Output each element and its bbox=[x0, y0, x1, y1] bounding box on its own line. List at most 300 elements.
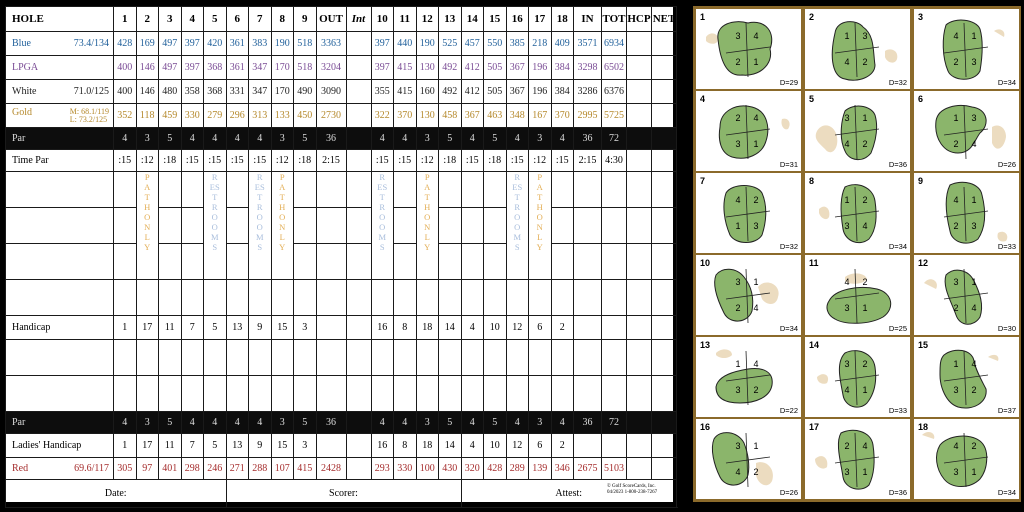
tot-label: TOT bbox=[602, 7, 627, 32]
green-shape-icon bbox=[805, 173, 910, 253]
total: 5103 bbox=[602, 458, 627, 480]
yardage: 368 bbox=[204, 80, 227, 104]
score-cell bbox=[346, 376, 371, 412]
green-section-number: 3 bbox=[735, 385, 741, 395]
green-section-number: 2 bbox=[953, 57, 959, 67]
green-depth-label: D=31 bbox=[779, 160, 798, 169]
yardage: 367 bbox=[506, 80, 529, 104]
yardage: 289 bbox=[506, 458, 529, 480]
yardage: 415 bbox=[394, 56, 417, 80]
out-total: 3090 bbox=[316, 80, 346, 104]
handicap-value: 9 bbox=[249, 316, 272, 340]
green-section-number: 3 bbox=[735, 441, 741, 451]
hcp-label: HCP bbox=[627, 7, 652, 32]
in-total: 3298 bbox=[574, 56, 602, 80]
score-cell bbox=[439, 280, 462, 316]
green-section-number: 2 bbox=[735, 303, 741, 313]
score-cell bbox=[461, 280, 484, 316]
green-section-number: 4 bbox=[971, 359, 977, 369]
handicap-value: 14 bbox=[439, 434, 462, 458]
green-depth-label: D=36 bbox=[888, 488, 907, 497]
score-cell bbox=[271, 280, 294, 316]
score-cell bbox=[159, 208, 182, 244]
out-cell bbox=[316, 316, 346, 340]
green-hole-number: 7 bbox=[700, 176, 706, 186]
handicap-value: 18 bbox=[416, 316, 439, 340]
score-cell bbox=[484, 172, 507, 208]
par-value: 3 bbox=[136, 128, 159, 150]
hole-number: 15 bbox=[484, 7, 507, 32]
green-section-number: 1 bbox=[753, 441, 759, 451]
net-cell bbox=[652, 208, 677, 244]
green-diagram-hole bbox=[696, 173, 801, 253]
handicap-value: 3 bbox=[294, 434, 317, 458]
green-hole-number: 15 bbox=[918, 340, 929, 350]
yardage: 370 bbox=[394, 104, 417, 128]
hcp-cell bbox=[627, 128, 652, 150]
yardage: 420 bbox=[204, 32, 227, 56]
yardage: 271 bbox=[226, 458, 249, 480]
green-shape-icon bbox=[805, 255, 910, 335]
par-value: 3 bbox=[271, 412, 294, 434]
green-section-number: 3 bbox=[735, 277, 741, 287]
yardage: 313 bbox=[249, 104, 272, 128]
hcp-cell bbox=[627, 172, 652, 208]
score-cell bbox=[439, 244, 462, 280]
net-cell bbox=[652, 150, 677, 172]
green-depth-label: D=32 bbox=[779, 242, 798, 251]
score-cell bbox=[574, 340, 602, 376]
blue-tee-name: Blue bbox=[12, 37, 31, 49]
par-value: 4 bbox=[226, 412, 249, 434]
green-section-number: 2 bbox=[862, 195, 868, 205]
int-cell bbox=[346, 172, 371, 208]
green-section-number: 4 bbox=[862, 441, 868, 451]
score-cell bbox=[114, 280, 137, 316]
par-row-bottom bbox=[6, 412, 677, 434]
time-par-value: :15 bbox=[461, 150, 484, 172]
path-only-note bbox=[136, 172, 159, 280]
green-hole-number: 3 bbox=[918, 12, 924, 22]
green-section-number: 3 bbox=[953, 467, 959, 477]
score-cell bbox=[181, 208, 204, 244]
green-section-number: 3 bbox=[844, 113, 850, 123]
player-score-row bbox=[6, 172, 677, 208]
green-section-number: 1 bbox=[735, 359, 741, 369]
blank-cell bbox=[652, 316, 677, 340]
par-out: 36 bbox=[316, 128, 346, 150]
green-diagram-hole bbox=[914, 337, 1019, 417]
hole-number: 5 bbox=[204, 7, 227, 32]
yardage: 400 bbox=[114, 56, 137, 80]
handicap-value: 10 bbox=[484, 434, 507, 458]
yardage: 458 bbox=[439, 104, 462, 128]
rest-vertical-text: REST ROOMS bbox=[209, 172, 220, 252]
bunker-shape bbox=[994, 29, 1004, 37]
green-section-number: 4 bbox=[844, 385, 850, 395]
bunker-shape bbox=[781, 119, 789, 130]
time-par-value: :15 bbox=[371, 150, 394, 172]
green-diagram-hole bbox=[696, 255, 801, 335]
ladies_handicap-label: Ladies' Handicap bbox=[6, 434, 114, 458]
handicap-row bbox=[6, 316, 677, 340]
time-par-value: :12 bbox=[529, 150, 552, 172]
yardage: 459 bbox=[159, 104, 182, 128]
total: 6934 bbox=[602, 32, 627, 56]
green-shape-icon bbox=[696, 419, 801, 499]
yardage: 146 bbox=[136, 80, 159, 104]
blank-cell bbox=[652, 434, 677, 458]
green-section-number: 3 bbox=[844, 467, 850, 477]
bunker-shape bbox=[815, 456, 827, 468]
rest-vertical-text: REST ROOMS bbox=[254, 172, 265, 252]
hole-number: 9 bbox=[294, 7, 317, 32]
par-value: 4 bbox=[506, 128, 529, 150]
par-value: 3 bbox=[416, 128, 439, 150]
blank-cell bbox=[574, 316, 602, 340]
green-section-number: 3 bbox=[844, 221, 850, 231]
par-value: 4 bbox=[394, 128, 417, 150]
yardage: 133 bbox=[271, 104, 294, 128]
par-label: Par bbox=[6, 412, 114, 434]
green-depth-label: D=34 bbox=[997, 78, 1016, 87]
green-section-number: 2 bbox=[735, 57, 741, 67]
green-section-number: 1 bbox=[953, 359, 959, 369]
green-diagram-hole bbox=[696, 419, 801, 499]
yardage: 518 bbox=[294, 32, 317, 56]
score-cell bbox=[461, 244, 484, 280]
score-cell bbox=[484, 376, 507, 412]
green-section-number: 1 bbox=[862, 385, 868, 395]
int-cell bbox=[346, 316, 371, 340]
score-cell bbox=[484, 340, 507, 376]
green-outline bbox=[937, 436, 987, 486]
green-section-number: 3 bbox=[953, 277, 959, 287]
net-label: NET bbox=[652, 7, 677, 32]
tot-score-cell bbox=[602, 244, 627, 280]
score-cell bbox=[114, 376, 137, 412]
yardage: 358 bbox=[181, 80, 204, 104]
yardage: 298 bbox=[181, 458, 204, 480]
time-par-value: :15 bbox=[226, 150, 249, 172]
path-only-note bbox=[416, 172, 439, 280]
int-cell bbox=[346, 208, 371, 244]
green-section-number: 2 bbox=[953, 221, 959, 231]
handicap-value: 1 bbox=[114, 316, 137, 340]
net-cell bbox=[652, 104, 677, 128]
time-par-value: :15 bbox=[506, 150, 529, 172]
player-name-cell bbox=[6, 376, 114, 412]
time-par-label: Time Par bbox=[6, 150, 114, 172]
green-section-number: 2 bbox=[753, 195, 759, 205]
green-shape-icon bbox=[805, 419, 910, 499]
green-hole-number: 2 bbox=[809, 12, 815, 22]
score-cell bbox=[416, 280, 439, 316]
green-depth-label: D=33 bbox=[888, 406, 907, 415]
bunker-shape bbox=[816, 125, 838, 152]
hole-number: 16 bbox=[506, 7, 529, 32]
handicap-value: 1 bbox=[114, 434, 137, 458]
green-section-number: 2 bbox=[953, 139, 959, 149]
green-shape-icon bbox=[914, 419, 1019, 499]
green-shape-icon bbox=[914, 255, 1019, 335]
lpga-tee-row bbox=[6, 56, 677, 80]
score-cell bbox=[226, 244, 249, 280]
in-score-cell bbox=[574, 244, 602, 280]
green-section-number: 2 bbox=[844, 441, 850, 451]
green-section-number: 4 bbox=[862, 221, 868, 231]
handicap-value: 11 bbox=[159, 316, 182, 340]
score-cell bbox=[136, 340, 159, 376]
yardage: 320 bbox=[461, 458, 484, 480]
path-only-note bbox=[529, 172, 552, 280]
int-cell bbox=[346, 128, 371, 150]
yardage: 347 bbox=[249, 56, 272, 80]
score-cell bbox=[316, 340, 346, 376]
in-score-cell bbox=[574, 208, 602, 244]
yardage: 497 bbox=[159, 32, 182, 56]
green-shape-icon bbox=[696, 173, 801, 253]
green-section-number: 3 bbox=[753, 221, 759, 231]
bunker-shape bbox=[922, 432, 934, 439]
yardage: 480 bbox=[159, 80, 182, 104]
handicap-value: 8 bbox=[394, 316, 417, 340]
score-cell bbox=[316, 376, 346, 412]
yardage: 412 bbox=[461, 80, 484, 104]
par-value: 4 bbox=[551, 412, 574, 434]
score-cell bbox=[294, 280, 317, 316]
attest-field[interactable]: Attest: bbox=[461, 480, 677, 508]
player-name-cell bbox=[6, 244, 114, 280]
yardage: 305 bbox=[114, 458, 137, 480]
green-diagram-hole bbox=[805, 173, 910, 253]
scorecard bbox=[5, 6, 676, 502]
green-section-number: 4 bbox=[753, 359, 759, 369]
player-name-cell bbox=[6, 340, 114, 376]
score-cell bbox=[416, 376, 439, 412]
par-value: 5 bbox=[484, 412, 507, 434]
blank-cell bbox=[627, 316, 652, 340]
hole-header-row bbox=[6, 7, 677, 32]
par-value: 4 bbox=[371, 128, 394, 150]
green-section-number: 1 bbox=[844, 195, 850, 205]
green-section-number: 4 bbox=[971, 139, 977, 149]
lpga-tee-label bbox=[6, 56, 114, 80]
handicap-value: 4 bbox=[461, 316, 484, 340]
gold-rating-men: M: 68.1/119 bbox=[69, 106, 109, 116]
green-section-number: 1 bbox=[862, 467, 868, 477]
in-total: 2995 bbox=[574, 104, 602, 128]
hcp-cell bbox=[627, 280, 652, 316]
path-vertical-text: PATH ONLY bbox=[536, 172, 543, 252]
handicap-value: 10 bbox=[484, 316, 507, 340]
blue-tee-row bbox=[6, 32, 677, 56]
hcp-cell bbox=[627, 244, 652, 280]
yardage: 384 bbox=[551, 80, 574, 104]
handicap-value: 7 bbox=[181, 316, 204, 340]
bunker-shape bbox=[706, 33, 718, 43]
handicap-value: 16 bbox=[371, 434, 394, 458]
green-diagram-hole bbox=[914, 91, 1019, 171]
green-outline bbox=[832, 22, 875, 81]
date-field[interactable]: Date: bbox=[6, 480, 227, 508]
int-cell bbox=[346, 56, 371, 80]
green-section-number: 1 bbox=[735, 221, 741, 231]
yardage: 346 bbox=[551, 458, 574, 480]
yardage: 146 bbox=[136, 56, 159, 80]
score-cell bbox=[551, 340, 574, 376]
bunker-shape bbox=[924, 279, 937, 289]
time-par-out: 2:15 bbox=[316, 150, 346, 172]
green-hole-number: 4 bbox=[700, 94, 706, 104]
green-section-number: 3 bbox=[953, 385, 959, 395]
blue-tee-label bbox=[6, 32, 114, 56]
in-label: IN bbox=[574, 7, 602, 32]
green-diagram-hole bbox=[805, 255, 910, 335]
score-cell bbox=[461, 376, 484, 412]
score-cell bbox=[574, 376, 602, 412]
green-section-number: 4 bbox=[844, 139, 850, 149]
yardage: 492 bbox=[439, 80, 462, 104]
yardage: 361 bbox=[226, 56, 249, 80]
green-section-number: 3 bbox=[971, 57, 977, 67]
green-section-number: 4 bbox=[953, 31, 959, 41]
yardage: 331 bbox=[226, 80, 249, 104]
score-cell bbox=[506, 280, 529, 316]
green-depth-label: D=33 bbox=[997, 242, 1016, 251]
par-value: 3 bbox=[529, 128, 552, 150]
green-depth-label: D=34 bbox=[779, 324, 798, 333]
green-section-number: 1 bbox=[753, 139, 759, 149]
white-tee-rating: 71.0/125 bbox=[73, 85, 109, 97]
green-shape-icon bbox=[914, 91, 1019, 171]
green-section-number: 2 bbox=[862, 277, 868, 287]
gold-tee-name: Gold bbox=[12, 106, 32, 118]
green-diagram-hole bbox=[696, 91, 801, 171]
out-total: 3204 bbox=[316, 56, 346, 80]
green-section-number: 3 bbox=[844, 359, 850, 369]
time-par-value: :18 bbox=[294, 150, 317, 172]
green-hole-number: 16 bbox=[700, 422, 711, 432]
green-section-number: 4 bbox=[753, 31, 759, 41]
par-in: 36 bbox=[574, 412, 602, 434]
score-cell bbox=[346, 340, 371, 376]
par-value: 4 bbox=[226, 128, 249, 150]
path-vertical-text: PATH ONLY bbox=[279, 172, 286, 252]
time-par-value: :15 bbox=[114, 150, 137, 172]
par-value: 5 bbox=[294, 412, 317, 434]
par-value: 4 bbox=[181, 128, 204, 150]
time-par-value: :15 bbox=[181, 150, 204, 172]
green-hole-number: 13 bbox=[700, 340, 711, 350]
handicap-value: 17 bbox=[136, 316, 159, 340]
green-section-number: 2 bbox=[862, 139, 868, 149]
score-cell bbox=[652, 376, 677, 412]
blank-cell bbox=[627, 434, 652, 458]
int-label: Int bbox=[346, 7, 371, 32]
gold-rating-ladies: L: 73.2/125 bbox=[69, 114, 108, 124]
par-value: 3 bbox=[416, 412, 439, 434]
player-score-row bbox=[6, 376, 677, 412]
score-cell bbox=[226, 340, 249, 376]
copyright-line: © Golf ScoreCards, Inc. bbox=[607, 484, 656, 489]
yardage: 457 bbox=[461, 32, 484, 56]
green-shape-icon bbox=[805, 9, 910, 89]
par-value: 4 bbox=[114, 128, 137, 150]
green-outline bbox=[940, 350, 986, 408]
score-cell bbox=[529, 376, 552, 412]
green-section-number: 3 bbox=[735, 139, 741, 149]
hcp-cell bbox=[627, 412, 652, 434]
tot-score-cell bbox=[602, 172, 627, 208]
par-value: 4 bbox=[249, 412, 272, 434]
int-cell bbox=[346, 80, 371, 104]
int-cell bbox=[346, 280, 371, 316]
yardage: 397 bbox=[181, 56, 204, 80]
green-depth-label: D=22 bbox=[779, 406, 798, 415]
score-cell bbox=[271, 376, 294, 412]
yardage: 167 bbox=[529, 104, 552, 128]
score-cell bbox=[484, 208, 507, 244]
rest-rooms-note bbox=[249, 172, 272, 280]
score-cell bbox=[204, 340, 227, 376]
int-cell bbox=[346, 244, 371, 280]
green-outline bbox=[718, 22, 772, 76]
player-score-row bbox=[6, 340, 677, 376]
green-hole-number: 12 bbox=[918, 258, 929, 268]
yardage: 160 bbox=[416, 80, 439, 104]
score-cell bbox=[226, 208, 249, 244]
yardage: 196 bbox=[529, 80, 552, 104]
out-total: 3363 bbox=[316, 32, 346, 56]
rest-rooms-note bbox=[204, 172, 227, 280]
score-cell bbox=[439, 340, 462, 376]
rest-rooms-note bbox=[371, 172, 394, 280]
green-diagram-hole bbox=[914, 255, 1019, 335]
par-in: 36 bbox=[574, 128, 602, 150]
scorer-field[interactable]: Scorer: bbox=[226, 480, 461, 508]
int-cell bbox=[346, 150, 371, 172]
green-section-number: 4 bbox=[735, 467, 741, 477]
bunker-shape bbox=[885, 49, 897, 62]
time-par-value: :18 bbox=[159, 150, 182, 172]
hole-number: 14 bbox=[461, 7, 484, 32]
green-section-number: 1 bbox=[971, 195, 977, 205]
green-section-number: 1 bbox=[971, 31, 977, 41]
yardage: 397 bbox=[371, 56, 394, 80]
handicap-value: 4 bbox=[461, 434, 484, 458]
red-tee-name: Red bbox=[12, 462, 29, 474]
yardage: 463 bbox=[484, 104, 507, 128]
green-diagram-hole bbox=[805, 337, 910, 417]
yardage: 130 bbox=[416, 104, 439, 128]
yardage: 330 bbox=[394, 458, 417, 480]
hcp-cell bbox=[627, 208, 652, 244]
green-outline bbox=[936, 106, 986, 153]
par-value: 4 bbox=[394, 412, 417, 434]
green-shape-icon bbox=[805, 337, 910, 417]
handicap-value: 12 bbox=[506, 434, 529, 458]
score-cell bbox=[551, 208, 574, 244]
score-cell bbox=[249, 376, 272, 412]
hole-label: HOLE bbox=[6, 7, 114, 32]
green-diagram-hole bbox=[914, 419, 1019, 499]
green-section-number: 3 bbox=[735, 31, 741, 41]
yardage: 169 bbox=[136, 32, 159, 56]
rest-rooms-note bbox=[506, 172, 529, 280]
par-out: 36 bbox=[316, 412, 346, 434]
par-label: Par bbox=[6, 128, 114, 150]
